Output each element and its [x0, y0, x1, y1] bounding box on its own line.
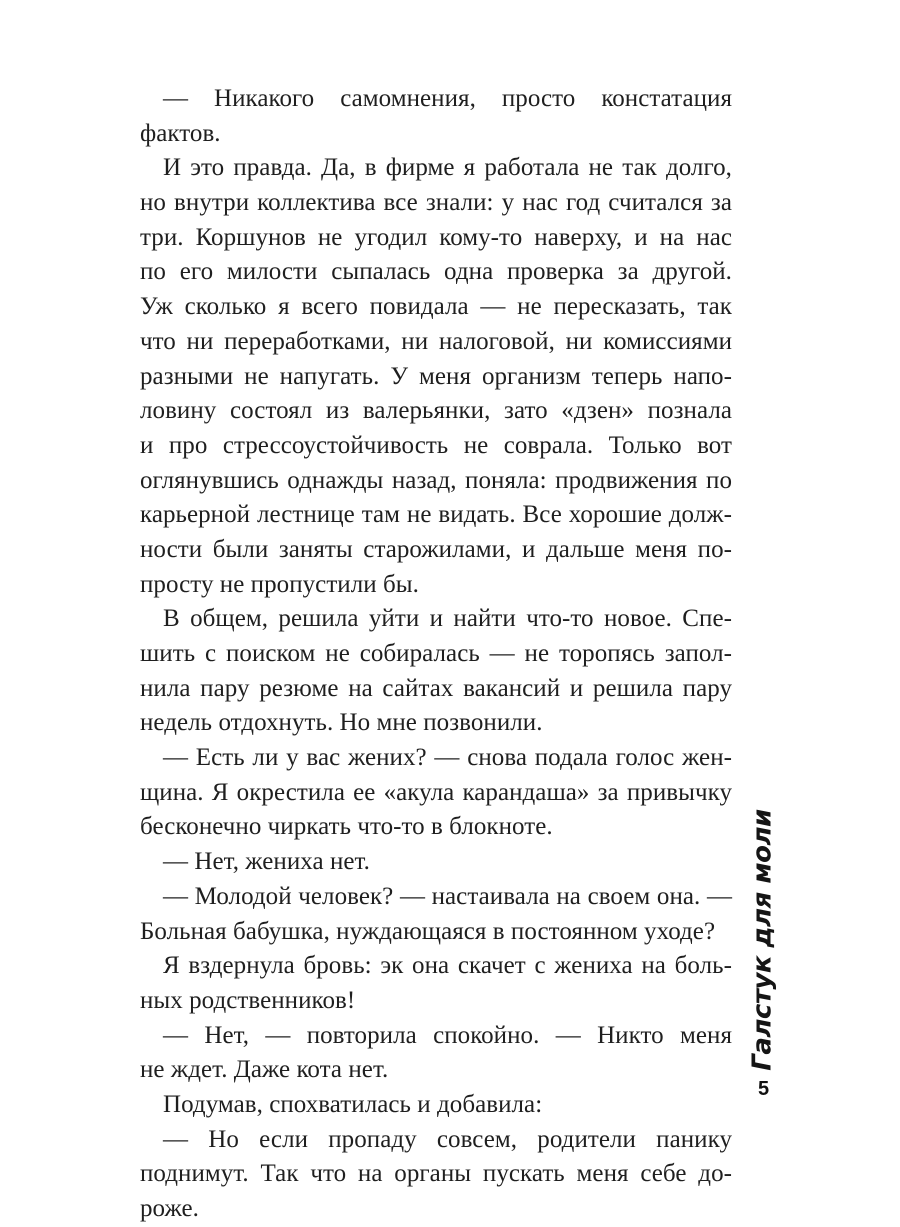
text-line: три. Коршунов не угодил кому-то наверху, и на нас	[140, 223, 732, 251]
text-line: — Но если пропаду совсем, родители панику	[163, 1125, 732, 1153]
text-line: ных родственников!	[140, 986, 356, 1014]
text-line: — Молодой человек? — настаивала на своем она. —	[163, 882, 732, 910]
text-line: — Есть ли у вас жених? — снова подала голос жен-	[163, 744, 732, 772]
text-line: по его милости сыпалась одна проверка за другой.	[140, 258, 732, 286]
text-line: щина. Я окрестила ее «акула карандаша» за привычку	[140, 778, 732, 806]
text-line: — Никакого самомнения, просто констатация	[163, 85, 732, 112]
text-line: И это правда. Да, в фирме я работала не так долго,	[163, 154, 732, 182]
page-number: 5	[758, 1078, 770, 1100]
text-line: недель отдохнуть. Но мне позвонили.	[140, 709, 543, 737]
text-line: и про стрессоустойчивость не соврала. Только вот	[140, 431, 732, 459]
text-line: бесконечно чиркать что-то в блокноте.	[140, 813, 553, 841]
text-line: шить с поиском не собиралась — не торопясь запол-	[140, 640, 732, 667]
text-line: В общем, решила уйти и найти что-то новое. Спе-	[163, 605, 732, 633]
running-title	[733, 809, 793, 1071]
text-line: — Нет, жениха нет.	[163, 848, 370, 876]
text-line: — Нет, — повторила спокойно. — Никто меня	[163, 1021, 732, 1049]
text-line: карьерной лестнице там не видать. Все хорошие долж-	[140, 501, 732, 529]
running-title-text: Галстук для моли	[748, 809, 779, 1071]
body-text	[140, 82, 732, 1227]
text-line: Я вздернула бровь: эк она скачет с жениха на боль-	[163, 952, 732, 980]
text-line: ности были заняты старожилами, и дальше меня по-	[140, 535, 732, 563]
text-line: просту не пропустили бы.	[140, 570, 419, 598]
text-line: разными не напугать. У меня организм теперь напо-	[140, 362, 732, 390]
text-line: Больная бабушка, нуждающаяся в постоянном уходе?	[140, 917, 716, 945]
text-line: что ни переработками, ни налоговой, ни комиссиями	[140, 327, 732, 355]
text-line: роже.	[140, 1195, 199, 1222]
text-line: нила пару резюме на сайтах вакансий и решила пару	[140, 674, 732, 702]
text-line: не ждет. Даже кота нет.	[140, 1056, 389, 1084]
text-line: поднимут. Так что на органы пускать меня себе до-	[140, 1160, 732, 1188]
text-line: оглянувшись однажды назад, поняла: продвижения по	[140, 466, 732, 494]
text-line: Подумав, спохватилась и добавила:	[163, 1090, 543, 1118]
text-line: Уж сколько я всего повидала — не пересказать, так	[140, 293, 732, 321]
text-line: но внутри коллектива все знали: у нас год считался за	[140, 189, 732, 217]
text-line: фактов.	[140, 119, 221, 147]
text-line: ловину состоял из валерьянки, зато «дзен» познала	[140, 397, 732, 425]
